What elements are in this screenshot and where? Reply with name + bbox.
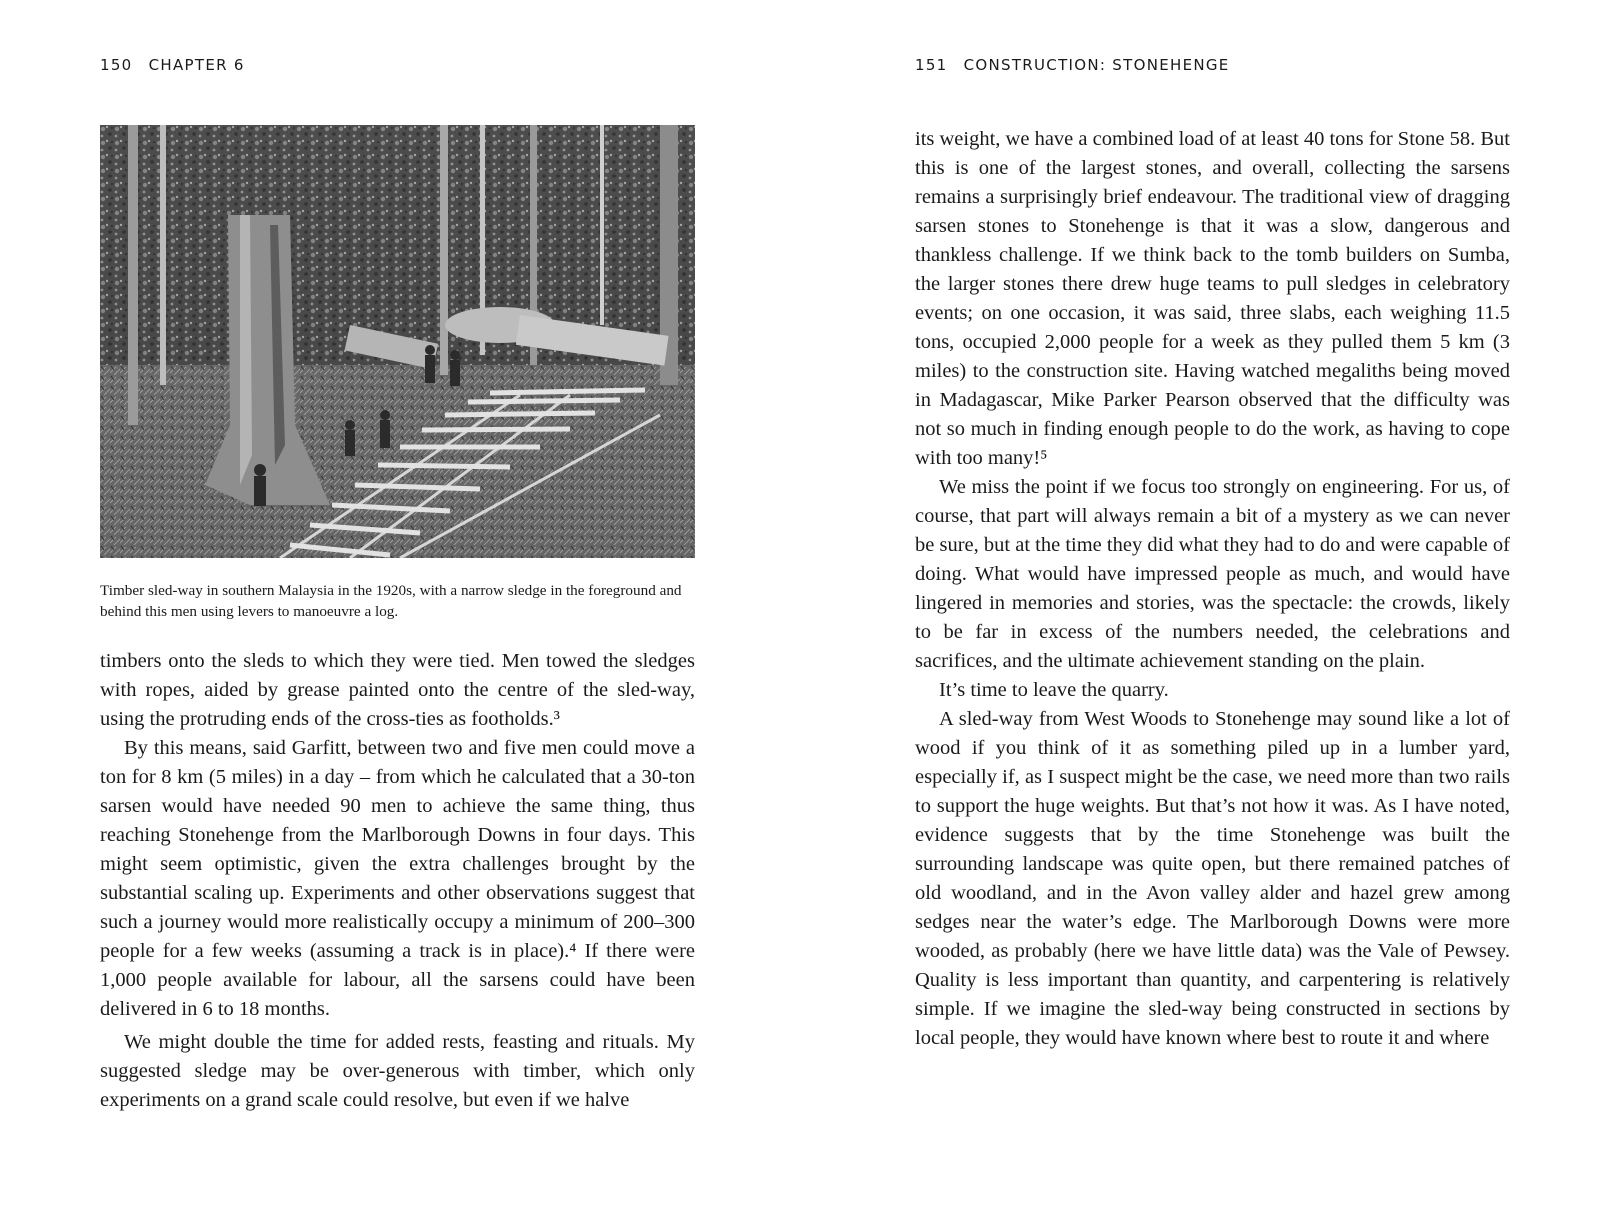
paragraph: It’s time to leave the quarry. [939, 679, 1169, 701]
paragraph: A sled-way from West Woods to Stonehenge may sound like a lot of wood if you think of it as something piled up in a lumber yard, especially if, as I suspect might be the case, we need more than two rails to support the huge weights. But that’s not how it was. As I have noted, evidence suggests that by the time Stonehenge was built the surrounding landscape was quite open, but there remained patches of old woodland, and in the Avon valley alder and hazel grew among sedges near the water’s edge. The Marlborough Downs were more wooded, as probably (here we have little data) was the Vale of Pewsey. Quality is less important than quantity, and carpentering is relatively simple. If we imagine the sled-way being constructed in sections by local people, they would have known where best to route it and where [915, 708, 1510, 1049]
right-body-text [915, 125, 1510, 1053]
left-chapter-title: CHAPTER 6 [148, 56, 245, 74]
right-chapter-title: CONSTRUCTION: STONEHENGE [963, 56, 1230, 74]
paragraph: By this means, said Garfitt, between two and five men could move a ton for 8 km (5 miles) in a day – from which he calculated that a 30-ton sarsen would have needed 90 men to achieve the same thing, thus reaching Stonehenge from the Marlborough Downs in four days. This might seem optimistic, given the extra challenges brought by the substantial scaling up. Experiments and other observations suggest that such a journey would more realistically occupy a minimum of 200–300 people for a few weeks (assuming a track is in place).⁴ If there were 1,000 people available for labour, all the sarsens could have been delivered in 6 to 18 months. [100, 737, 695, 1020]
paragraph: timbers onto the sleds to which they were tied. Men towed the sledges with ropes, aided by grease painted onto the centre of the sled-way, using the protruding ends of the cross-ties as footholds.³ [100, 650, 695, 730]
right-running-head [915, 56, 1230, 74]
left-running-head [100, 56, 245, 74]
right-page-number: 151 [915, 56, 948, 74]
figure-caption: Timber sled-way in southern Malaysia in the 1920s, with a narrow sledge in the foreground and behind this men using levers to manoeuvre a log. [100, 582, 682, 620]
paragraph: We miss the point if we focus too strongly on engineering. For us, of course, that part will always remain a bit of a mystery as we can never be sure, but at the time they did what they had to do and were capable of doing. What would have impressed people as much, and would have lingered in memories and stories, was the spectacle: the crowds, likely to be far in excess of the numbers needed, the celebrations and sacrifices, and the ultimate achievement standing on the plain. [915, 476, 1510, 672]
left-body-text [100, 647, 695, 1115]
sled-way-photo [100, 125, 695, 558]
left-page-number: 150 [100, 56, 133, 74]
paragraph: We might double the time for added rests, feasting and rituals. My suggested sledge may be over-generous with timber, which only experiments on a grand scale could resolve, but even if we halve [100, 1031, 695, 1111]
figure [100, 125, 695, 622]
paragraph: its weight, we have a combined load of at least 40 tons for Stone 58. But this is one of the largest stones, and overall, collecting the sarsens remains a surprisingly brief endeavour. The traditional view of dragging sarsen stones to Stonehenge is that it was a slow, dangerous and thankless challenge. If we think back to the tomb builders on Sumba, the larger stones there drew huge teams to pull sledges in celebratory events; on one occasion, it was said, three slabs, each weighing 11.5 tons, occupied 2,000 people for a week as they pulled them 5 km (3 miles) to the construction site. Having watched megaliths being moved in Madagascar, Mike Parker Pearson observed that the difficulty was not so much in finding enough people to do the work, as having to cope with too many!⁵ [915, 128, 1510, 469]
